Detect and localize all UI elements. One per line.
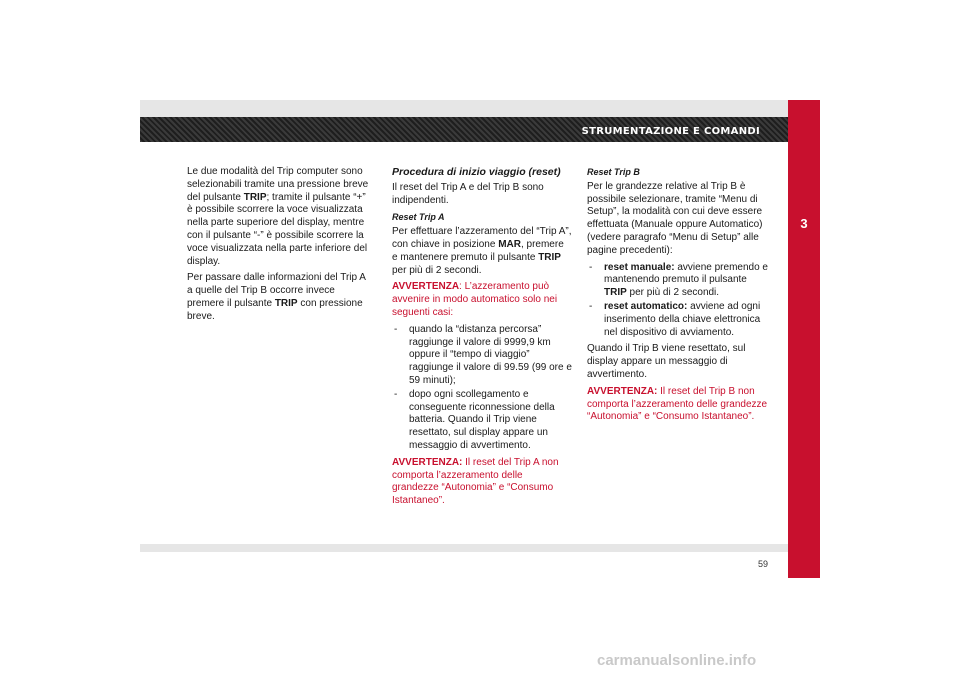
bullet-list	[392, 324, 572, 453]
text: avviene premendo e mantenendo premuto il pulsante	[604, 261, 768, 286]
page-number: 59	[757, 559, 768, 569]
text: per più di 2 secondi.	[626, 287, 720, 299]
subheading: Reset Trip A	[392, 212, 445, 223]
list-item: - dopo ogni scollegamento e conseguente riconnessione della batteria. Quando il Trip viene resettato, sul display appare un messaggio di avvertimento.	[392, 389, 572, 453]
warning-text: : L’azzeramento può avvenire in modo automatico solo nei seguenti casi:	[392, 281, 558, 318]
list-item: - quando la “distanza percorsa” raggiunge il valore di 9999,9 km oppure il “tempo di viaggio” raggiunge il valore di 99.59 (99 ore e 59 minuti);	[392, 324, 572, 388]
trip-button-name: TRIP	[243, 191, 267, 203]
paragraph	[187, 272, 373, 323]
paragraph: Per le grandezze relative al Trip B è possibile selezionare, tramite “Menu di Setup”, la modalità con cui deve essere effettuata (Manuale oppure Automatico) (vedere paragrafo “Menu di Setup” alle pagine precedenti):	[587, 180, 763, 256]
text: , premere e mantenere premuto il pulsante	[392, 238, 564, 263]
list-item	[587, 301, 772, 339]
paragraph	[392, 226, 572, 277]
section-heading: Procedura di inizio viaggio (reset)	[392, 166, 561, 178]
chapter-tab	[788, 100, 820, 578]
list-item	[587, 262, 772, 300]
warning-text: Il reset del Trip A non comporta l’azzeramento delle grandezze “Autonomia” e “Consumo Istantaneo”.	[392, 456, 559, 507]
text: ; tramite il pulsante “+” è possibile scorrere la voce visualizzata nella parte superiore del display, mentre con il pulsante “-” è possibile scorrere la voce visualizzata nella parte inferiore del display.	[187, 191, 368, 267]
header-top-strip	[140, 100, 788, 117]
trip-button-name: TRIP	[274, 297, 298, 309]
text: Le due modalità del Trip computer sono selezionabili tramite una pressione breve del pulsante	[187, 166, 369, 203]
warning-note	[392, 281, 572, 319]
text-column-3	[587, 166, 772, 428]
text-column-1	[187, 166, 373, 328]
paragraph	[187, 166, 373, 268]
trip-button-name: TRIP	[538, 251, 561, 263]
text: con pressione breve.	[187, 297, 363, 322]
text-column-2	[392, 166, 572, 512]
paragraph: Quando il Trip B viene resettato, sul display appare un messaggio di avvertimento.	[587, 343, 746, 380]
paragraph: Il reset del Trip A e del Trip B sono indipendenti.	[392, 181, 544, 206]
warning-note	[392, 457, 572, 508]
warning-label: AVVERTENZA:	[392, 456, 463, 468]
item-label: reset manuale:	[604, 261, 675, 273]
warning-label: AVVERTENZA	[392, 281, 460, 293]
warning-text: Il reset del Trip B non comporta l’azzeramento delle grandezze “Autonomia” e “Consumo Istantaneo”.	[587, 385, 768, 423]
key-position: MAR	[498, 238, 521, 250]
bullet-list	[587, 262, 772, 340]
item-label: reset automatico:	[604, 300, 688, 312]
watermark: carmanualsonline.info	[597, 652, 757, 669]
subheading: Reset Trip B	[587, 167, 640, 177]
footer-band	[140, 544, 788, 552]
text: avviene ad ogni inserimento della chiave elettronica nel dispositivo di avviamento.	[604, 300, 761, 338]
section-title: STRUMENTAZIONE E COMANDI	[581, 126, 760, 137]
trip-button-name: TRIP	[604, 287, 627, 299]
chapter-number: 3	[800, 216, 808, 231]
warning-note	[587, 386, 772, 424]
warning-label: AVVERTENZA:	[587, 385, 658, 397]
section-header-band	[140, 100, 788, 142]
text: Per passare dalle informazioni del Trip A a quelle del Trip B occorre invece premere il pulsante	[187, 272, 366, 309]
text: Per effettuare l’azzeramento del “Trip A”, con chiave in posizione	[392, 226, 572, 250]
text: per più di 2 secondi.	[392, 264, 482, 276]
